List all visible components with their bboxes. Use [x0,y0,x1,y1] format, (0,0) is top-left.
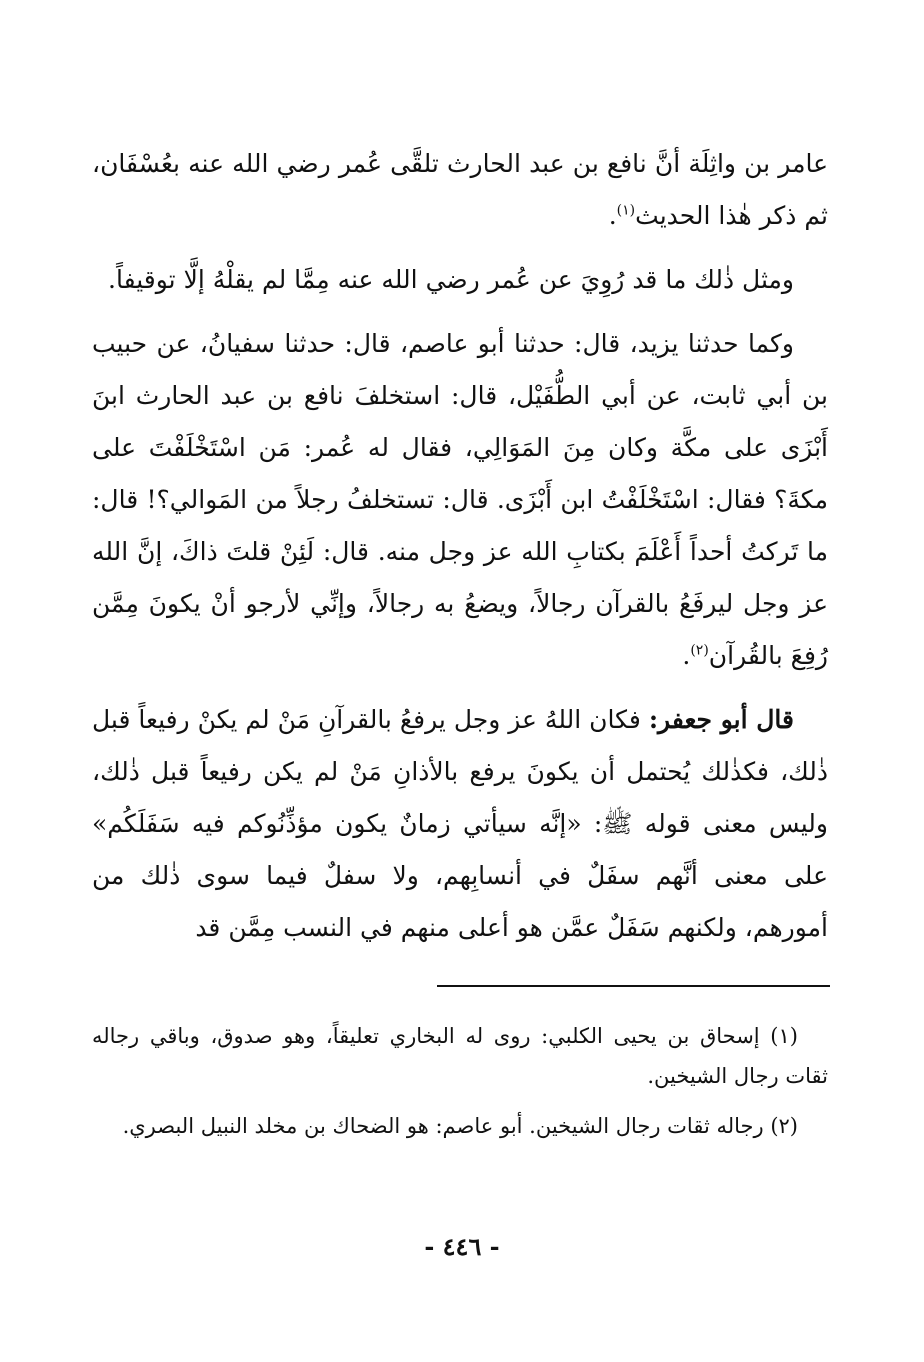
paragraph-text: ومثل ذٰلك ما قد رُوِيَ عن عُمر رضي الله عنه مِمَّا لم يقلْهُ إلَّا توقيفاً. [108,265,794,294]
paragraph-tail: . [608,201,617,230]
paragraph-lead: قال أبو جعفر: [648,705,794,734]
footnote-reference-1[interactable]: (١) [616,202,636,219]
paragraph-text: وكما حدثنا يزيد، قال: حدثنا أبو عاصم، قال: حدثنا سفيانُ، عن حبيب بن أبي ثابت، عن أبي الطُّفَيْل، قال: استخلفَ نافع بن عبد الحارث ابنَ أَبْزَى على مكَّة وكان مِنَ المَوَالِي، فقال له عُمر: مَن اسْتَخْلَفْتَ على مكةَ؟ فقال: اسْتَخْلَفْتُ ابن أَبْزَى. قال: تستخلفُ رجلاً من المَوالي؟! قال: ما تَركتُ أحداً أَعْلَمَ بكتابِ الله عز وجل منه. قال: لَئِنْ قلتَ ذاكَ، إنَّ الله عز وجل ليرفَعُ بالقرآن رجالاً، ويضعُ به رجالاً، وإنِّي لأرجو أنْ يكونَ مِمَّن رُفِعَ بالقُرآن [92,329,828,670]
footnote-reference-2[interactable]: (٢) [690,642,709,659]
paragraph-1 [92,138,828,242]
footnote-1: (١) إسحاق بن يحيى الكلبي: روى له البخاري تعليقاً، وهو صدوق، وباقي رجاله ثقات رجال الشيخين. [92,1024,828,1088]
paragraph-2 [92,254,828,306]
paragraph-4 [92,694,828,954]
paragraph-3 [92,318,828,682]
paragraph-tail: . [682,641,691,670]
paragraph-text: فكان اللهُ عز وجل يرفعُ بالقرآنِ مَنْ لم يكنْ رفيعاً قبل ذٰلك، فكذٰلك يُحتمل أن يكونَ يرفع بالأذانِ مَنْ لم يكن رفيعاً قبل ذٰلك، وليس معنى قوله ﷺ: «إنَّه سيأتي زمانٌ يكون مؤذِّنُوكم فيه سَفَلَكُم» على معنى أنَّهم سفَلٌ في أنسابِهم، ولا سفلٌ فيما سوى ذٰلك من أمورهم، ولكنهم سَفَلٌ عمَّن هو أعلى منهم في النسب مِمَّن قد [92,705,828,942]
footnote-2: (٢) رجاله ثقات رجال الشيخين. أبو عاصم: هو الضحاك بن مخلد النبيل البصري. [122,1114,798,1138]
main-text [92,138,828,966]
paragraph-text: عامر بن واثِلَة أنَّ نافع بن عبد الحارث تلقَّى عُمر رضي الله عنه بعُسْفَان، ثم ذكر هٰذا الحديث [92,149,828,230]
page-number: - ٤٤٦ - [424,1232,500,1261]
footnote-divider [437,985,830,987]
footnotes [92,1016,828,1156]
